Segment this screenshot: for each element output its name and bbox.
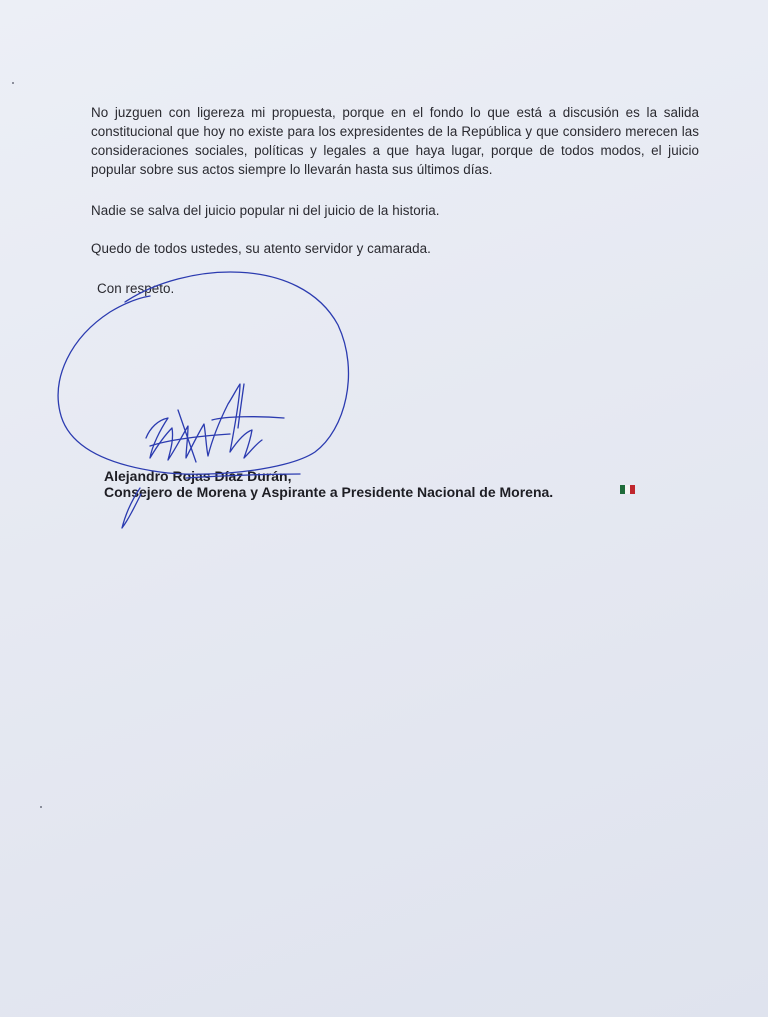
signature-loop: [58, 272, 348, 474]
history-statement: Nadie se salva del juicio popular ni del juicio de la historia.: [91, 203, 440, 218]
mexico-flag-icon: [620, 485, 635, 494]
farewell-line: Quedo de todos ustedes, su atento servidor y camarada.: [91, 241, 431, 256]
closing-paragraph: No juzguen con ligereza mi propuesta, porque en el fondo lo que está a discusión es la salida constitucional que hoy no existe para los expresidentes de la República y que considero merecen las consideraciones sociales, políticas y legales a que haya lugar, porque de todos modos, el juicio popular sobre sus actos siempre lo llevarán hasta sus últimos días.: [91, 105, 699, 177]
signatory-title: Consejero de Morena y Aspirante a Presidente Nacional de Morena.: [104, 484, 554, 500]
signature-scribble: [146, 384, 262, 460]
paper-speck: [40, 806, 42, 808]
signatory-name: Alejandro Rojas Díaz Durán,: [104, 468, 292, 484]
paper-speck: [12, 82, 14, 84]
valediction: Con respeto.: [97, 281, 175, 296]
